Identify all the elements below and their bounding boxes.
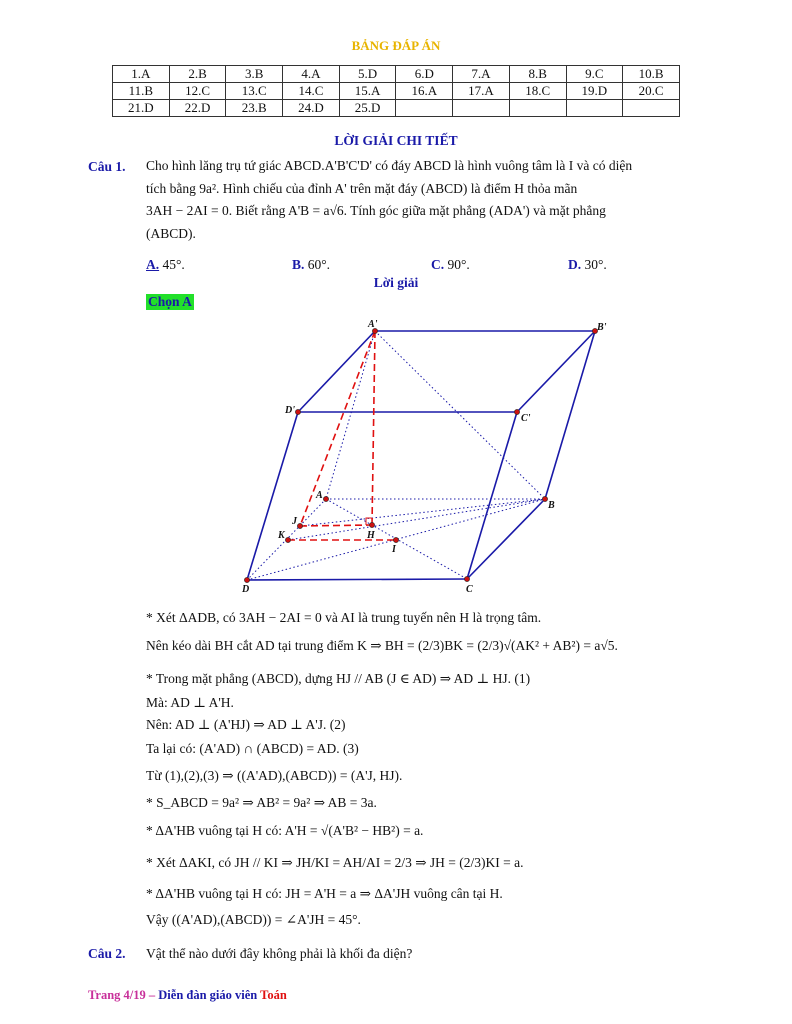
answer-cell: 18.C [509, 83, 566, 100]
answer-cell: 1.A [113, 66, 170, 83]
question-1-line-1: Cho hình lăng trụ tứ giác ABCD.A'B'C'D' có đáy ABCD là hình vuông tâm là I và có diện [146, 158, 633, 173]
step-10: * Xét ΔAKI, có JH // KI ⇒ JH/KI = AH/AI = 2/3 ⇒ JH = (2/3)KI = a. [146, 855, 524, 870]
question-1-line-2: tích bằng 9a². Hình chiếu của đỉnh A' trên mặt đáy (ABCD) là điểm H thỏa mãn [146, 180, 578, 196]
answer-cell: 16.A [396, 83, 453, 100]
answer-cell: 7.A [453, 66, 510, 83]
page-footer [88, 988, 287, 1003]
label-C: C [466, 584, 473, 595]
label-Cp: C' [521, 413, 531, 424]
footer-page: Trang 4/19 – [88, 988, 159, 1002]
answer-cell: 14.C [283, 83, 340, 100]
label-A: A [316, 490, 323, 501]
edge-DC [247, 579, 467, 580]
option-c[interactable]: C. 90°. [431, 257, 470, 272]
step-5: Nên: AD ⊥ (A'HJ) ⇒ AD ⊥ A'J. (2) [146, 717, 346, 732]
step-7: Từ (1),(2),(3) ⇒ ((A'AD),(ABCD)) = (A'J, HJ). [146, 768, 403, 783]
question-1-label: Câu 1. [88, 159, 126, 174]
answer-cell: 23.B [226, 100, 283, 117]
step-9: * ΔA'HB vuông tại H có: A'H = √(A'B² − HB²) = a. [146, 823, 424, 838]
step-4: Mà: AD ⊥ A'H. [146, 695, 234, 710]
label-H: H [367, 530, 375, 541]
answer-cell: 11.B [113, 83, 170, 100]
answer-cell: 10.B [623, 66, 680, 83]
edge-ApDp [298, 331, 375, 412]
step-3: * Trong mặt phẳng (ABCD), dựng HJ // AB (J ∈ AD) ⇒ AD ⊥ HJ. (1) [146, 671, 531, 686]
answer-cell: 4.A [283, 66, 340, 83]
answer-cell: 17.A [453, 83, 510, 100]
edge-DpD [247, 412, 298, 580]
question-2-text: Vật thể nào dưới đây không phải là khối đa diện? [146, 946, 413, 961]
label-J: J [292, 516, 297, 527]
label-Bp: B' [597, 322, 607, 333]
footer-subject: Toán [260, 988, 287, 1002]
question-1-line-3: 3AH − 2AI = 0. Biết rằng A'B = a√6. Tính góc giữa mặt phẳng (ADA') và mặt phẳng [146, 203, 606, 218]
answer-cell: 8.B [509, 66, 566, 83]
label-K: K [278, 530, 285, 541]
footer-forum: Diễn đàn giáo viên [158, 988, 261, 1002]
answer-cell: 20.C [623, 83, 680, 100]
answer-cell: 25.D [339, 100, 396, 117]
answer-cell: 9.C [566, 66, 623, 83]
step-8: * S_ABCD = 9a² ⇒ AB² = 9a² ⇒ AB = 3a. [146, 795, 377, 810]
answer-cell: 5.D [339, 66, 396, 83]
answer-cell: 6.D [396, 66, 453, 83]
option-a[interactable]: A. 45°. [146, 257, 185, 272]
label-D: D [242, 584, 250, 595]
step-1: * Xét ΔADB, có 3AH − 2AI = 0 và AI là trung tuyến nên H là trọng tâm. [146, 610, 542, 625]
option-d[interactable]: D. 30°. [568, 257, 607, 272]
label-B: B [548, 500, 555, 511]
step-6: Ta lại có: (A'AD) ∩ (ABCD) = AD. (3) [146, 741, 359, 756]
answer-cell: 13.C [226, 83, 283, 100]
solution-label: Lời giải [373, 275, 419, 290]
step-12: Vậy ((A'AD),(ABCD)) = ∠A'JH = 45°. [146, 912, 361, 927]
answer-cell: 12.C [169, 83, 226, 100]
answer-cell: 21.D [113, 100, 170, 117]
label-I: I [392, 544, 396, 555]
step-11: * ΔA'HB vuông tại H có: JH = A'H = a ⇒ ΔA'JH vuông cân tại H. [146, 886, 503, 901]
chosen-answer: Chọn A [148, 294, 192, 309]
answer-cell: 19.D [566, 83, 623, 100]
option-b[interactable]: B. 60°. [292, 257, 331, 272]
answer-cell: 22.D [169, 100, 226, 117]
section-title: LỜI GIẢI CHI TIẾT [334, 133, 458, 148]
answer-cell: 15.A [339, 83, 396, 100]
answer-cell: 24.D [283, 100, 340, 117]
question-2-label: Câu 2. [88, 946, 126, 961]
answer-cell: 2.B [169, 66, 226, 83]
answer-cell: 3.B [226, 66, 283, 83]
question-1-line-4: (ABCD). [146, 225, 196, 241]
answer-table-title: BẢNG ĐÁP ÁN [351, 38, 441, 53]
label-Dp: D' [285, 405, 295, 416]
label-Ap: A' [368, 319, 378, 330]
step-2: Nên kéo dài BH cắt AD tại trung điểm K ⇒ BH = (2/3)BK = (2/3)√(AK² + AB²) = a√5. [146, 638, 618, 653]
